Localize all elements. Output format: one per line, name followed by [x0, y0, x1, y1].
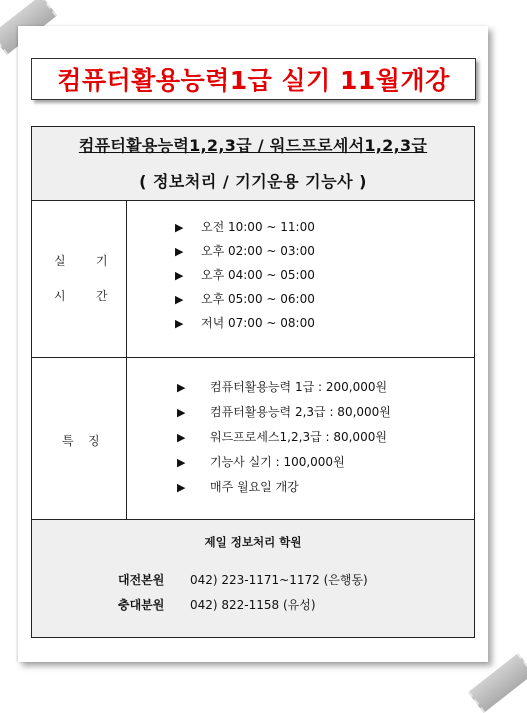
- tape-decoration: [468, 653, 527, 713]
- page-title: 컴퓨터활용능력1급 실기 11월개강: [57, 66, 450, 95]
- academy-name: 제일 정보처리 학원: [204, 535, 302, 549]
- schedule-content: [127, 201, 474, 357]
- arrow-right-icon: ▶: [177, 431, 186, 444]
- schedule-label-char: 기: [96, 254, 108, 268]
- schedule-label-char: 실: [54, 254, 66, 268]
- feature-item: ▶ 컴퓨터활용능력 1급 : 200,000원: [177, 380, 388, 394]
- arrow-right-icon: ▶: [177, 406, 186, 419]
- feature-item: ▶ 컴퓨터활용능력 2,3급 : 80,000원: [177, 405, 391, 419]
- features-label-cell: [32, 358, 127, 519]
- info-table: [31, 126, 475, 638]
- arrow-right-icon: ▶: [177, 381, 186, 394]
- title-box: [31, 58, 476, 100]
- arrow-right-icon: ▶: [175, 221, 184, 234]
- branch-info: 042) 223-1171~1172 (은행동): [190, 573, 368, 587]
- features-content: [127, 358, 474, 519]
- feature-item: ▶ 매주 월요일 개강: [177, 480, 299, 494]
- branch-name: 대전본원: [118, 573, 165, 587]
- schedule-label-cell: [32, 201, 127, 357]
- arrow-right-icon: ▶: [175, 317, 184, 330]
- subcourses-text: ( 정보처리 / 기기운용 기능사 ): [139, 172, 367, 191]
- branch-name: 충대분원: [118, 598, 165, 612]
- features-row: [32, 358, 474, 520]
- arrow-right-icon: ▶: [175, 293, 184, 306]
- arrow-right-icon: ▶: [177, 481, 186, 494]
- schedule-label-char: 간: [96, 289, 108, 303]
- schedule-item: ▶ 오전 10:00 ~ 11:00: [175, 220, 315, 234]
- feature-item: ▶ 기능사 실기 : 100,000원: [177, 455, 345, 469]
- schedule-row: [32, 201, 474, 358]
- courses-text: 컴퓨터활용능력1,2,3급 / 워드프로세서1,2,3급: [78, 136, 428, 155]
- courses-row: [32, 127, 474, 201]
- schedule-item: ▶ 오후 05:00 ~ 06:00: [175, 292, 315, 306]
- flyer-paper: [18, 26, 488, 662]
- schedule-item: ▶ 오후 04:00 ~ 05:00: [175, 268, 315, 282]
- branch-main: [118, 571, 368, 588]
- features-label-char: 특: [62, 434, 74, 448]
- features-label-char: 징: [88, 434, 100, 448]
- academy-row: [32, 520, 474, 637]
- branch-info: 042) 822-1158 (유성): [190, 598, 316, 612]
- arrow-right-icon: ▶: [175, 245, 184, 258]
- arrow-right-icon: ▶: [177, 456, 186, 469]
- schedule-item: ▶ 오후 02:00 ~ 03:00: [175, 244, 315, 258]
- arrow-right-icon: ▶: [175, 269, 184, 282]
- feature-item: ▶ 워드프로세스1,2,3급 : 80,000원: [177, 430, 387, 444]
- schedule-item: ▶ 저녁 07:00 ~ 08:00: [175, 316, 315, 330]
- schedule-label-char: 시: [54, 289, 66, 303]
- branch-sub: [118, 596, 316, 613]
